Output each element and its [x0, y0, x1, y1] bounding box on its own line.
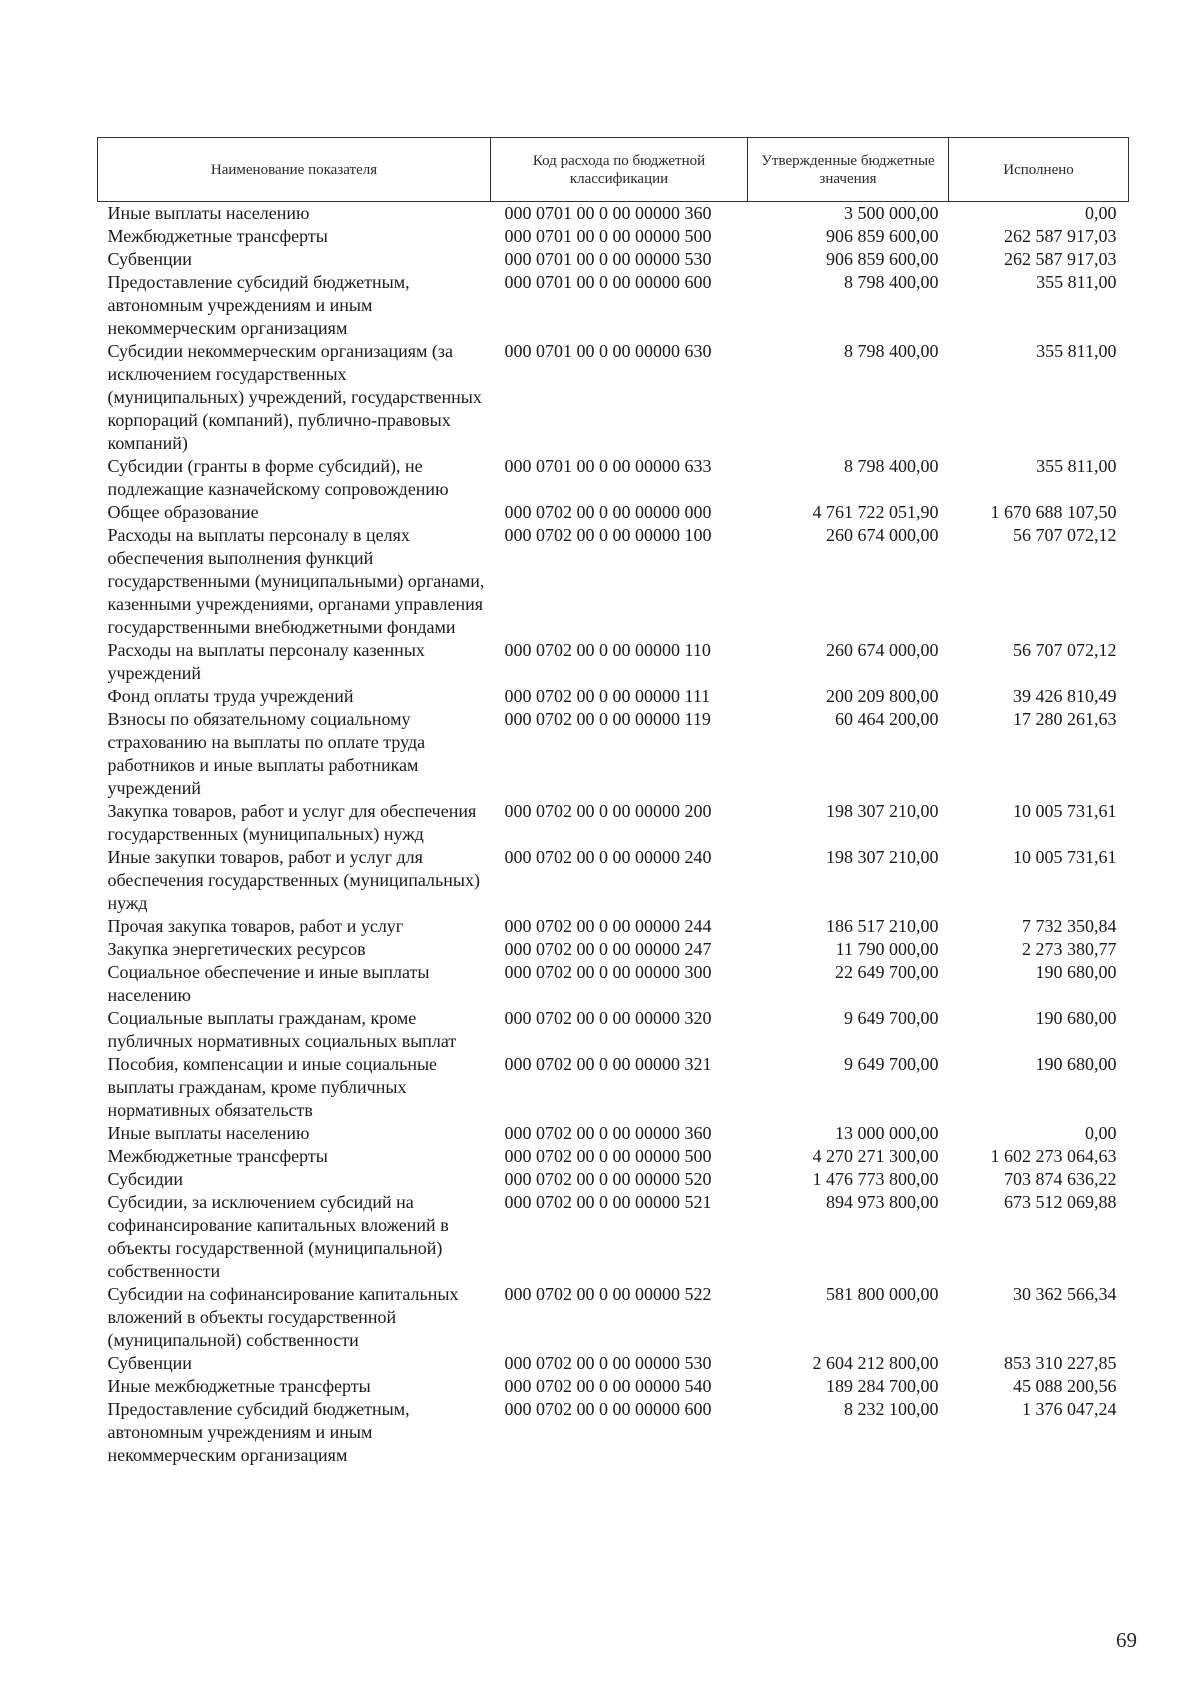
table-row — [98, 1352, 1129, 1375]
row-approved: 9 649 700,00 — [844, 1008, 939, 1028]
row-executed: 355 811,00 — [1036, 272, 1117, 292]
table-row — [98, 1053, 1129, 1122]
row-code: 000 0702 00 0 00 00000 360 — [504, 1123, 712, 1143]
page-number: 69 — [1116, 1628, 1137, 1652]
row-name: Субсидии — [107, 1169, 184, 1189]
budget-execution-table — [97, 137, 1129, 1467]
row-code: 000 0702 00 0 00 00000 521 — [504, 1192, 712, 1212]
row-name: Субсидии некоммерческим организациям (за исключением государственных (муниципальных) учреждений, государственных корпораций (компаний), публично-правовых компаний) — [107, 341, 482, 453]
table-body — [98, 202, 1129, 1468]
row-approved: 198 307 210,00 — [826, 801, 939, 821]
row-name: Межбюджетные трансферты — [107, 1146, 328, 1166]
row-code: 000 0702 00 0 00 00000 100 — [504, 525, 712, 545]
row-executed: 190 680,00 — [1035, 962, 1117, 982]
row-name: Социальное обеспечение и иные выплаты населению — [107, 962, 430, 1005]
row-name: Иные выплаты населению — [107, 203, 310, 223]
row-executed: 1 376 047,24 — [1022, 1399, 1117, 1419]
row-approved: 4 761 722 051,90 — [812, 502, 939, 522]
row-executed: 45 088 200,56 — [1013, 1376, 1117, 1396]
row-name: Взносы по обязательному социальному страхованию на выплаты по оплате труда работников и иные выплаты работникам учреждений — [107, 709, 426, 798]
row-approved: 581 800 000,00 — [826, 1284, 939, 1304]
row-name: Предоставление субсидий бюджетным, автономным учреждениям и иным некоммерческим организациям — [107, 272, 410, 338]
row-approved: 11 790 000,00 — [835, 939, 939, 959]
table-row — [98, 800, 1129, 846]
row-code: 000 0702 00 0 00 00000 119 — [504, 709, 711, 729]
table-row — [98, 685, 1129, 708]
row-code: 000 0702 00 0 00 00000 300 — [504, 962, 712, 982]
row-code: 000 0701 00 0 00 00000 500 — [504, 226, 712, 246]
row-code: 000 0701 00 0 00 00000 633 — [504, 456, 712, 476]
row-executed: 190 680,00 — [1035, 1008, 1117, 1028]
row-name: Фонд оплаты труда учреждений — [107, 686, 354, 706]
row-code: 000 0702 00 0 00 00000 540 — [504, 1376, 712, 1396]
row-executed: 39 426 810,49 — [1013, 686, 1117, 706]
row-executed: 262 587 917,03 — [1004, 249, 1117, 269]
row-name: Закупка энергетических ресурсов — [107, 939, 366, 959]
table-row — [98, 915, 1129, 938]
row-executed: 355 811,00 — [1036, 456, 1117, 476]
row-code: 000 0702 00 0 00 00000 110 — [504, 640, 711, 660]
row-approved: 2 604 212 800,00 — [812, 1353, 939, 1373]
row-name: Прочая закупка товаров, работ и услуг — [107, 916, 404, 936]
row-code: 000 0702 00 0 00 00000 600 — [504, 1399, 712, 1419]
row-executed: 10 005 731,61 — [1013, 847, 1117, 867]
row-approved: 200 209 800,00 — [826, 686, 939, 706]
row-executed: 262 587 917,03 — [1004, 226, 1117, 246]
table-row — [98, 1168, 1129, 1191]
table-row — [98, 1007, 1129, 1053]
row-approved: 260 674 000,00 — [826, 525, 939, 545]
row-name: Социальные выплаты гражданам, кроме публичных нормативных социальных выплат — [107, 1008, 457, 1051]
row-code: 000 0702 00 0 00 00000 520 — [504, 1169, 712, 1189]
row-name: Субвенции — [107, 249, 192, 269]
row-code: 000 0702 00 0 00 00000 522 — [504, 1284, 712, 1304]
table-row — [98, 225, 1129, 248]
row-code: 000 0701 00 0 00 00000 360 — [504, 203, 712, 223]
row-approved: 22 649 700,00 — [835, 962, 939, 982]
table-row — [98, 1283, 1129, 1352]
row-code: 000 0702 00 0 00 00000 321 — [504, 1054, 712, 1074]
row-approved: 186 517 210,00 — [826, 916, 939, 936]
row-executed: 30 362 566,34 — [1013, 1284, 1117, 1304]
row-executed: 0,00 — [1085, 1123, 1117, 1143]
header-code: Код расхода по бюджетной классификации — [491, 138, 748, 202]
table-row — [98, 501, 1129, 524]
row-code: 000 0702 00 0 00 00000 247 — [504, 939, 712, 959]
row-name: Закупка товаров, работ и услуг для обеспечения государственных (муниципальных) нужд — [107, 801, 477, 844]
row-executed: 0,00 — [1085, 203, 1117, 223]
row-approved: 8 798 400,00 — [844, 456, 939, 476]
row-approved: 8 232 100,00 — [844, 1399, 939, 1419]
row-name: Расходы на выплаты персоналу в целях обеспечения выполнения функций государственными (муниципальными) органами, казенными учреждениями, органами управления государственными внебюджетными фондами — [107, 525, 485, 637]
row-code: 000 0702 00 0 00 00000 240 — [504, 847, 712, 867]
row-name: Субсидии (гранты в форме субсидий), не подлежащие казначейскому сопровождению — [107, 456, 449, 499]
table-row — [98, 639, 1129, 685]
row-approved: 3 500 000,00 — [844, 203, 939, 223]
table-row — [98, 1375, 1129, 1398]
row-name: Субсидии, за исключением субсидий на софинансирование капитальных вложений в объекты государственной (муниципальной) собственности — [107, 1192, 449, 1281]
table-row — [98, 708, 1129, 800]
row-approved: 894 973 800,00 — [826, 1192, 939, 1212]
row-executed: 673 512 069,88 — [1004, 1192, 1117, 1212]
row-name: Расходы на выплаты персоналу казенных учреждений — [107, 640, 425, 683]
table-row — [98, 202, 1129, 226]
row-executed: 7 732 350,84 — [1022, 916, 1117, 936]
row-approved: 9 649 700,00 — [844, 1054, 939, 1074]
row-code: 000 0702 00 0 00 00000 111 — [504, 686, 711, 706]
row-name: Общее образование — [107, 502, 259, 522]
table-header — [98, 138, 1129, 202]
row-executed: 17 280 261,63 — [1013, 709, 1117, 729]
table-row — [98, 340, 1129, 455]
row-code: 000 0701 00 0 00 00000 600 — [504, 272, 712, 292]
row-code: 000 0702 00 0 00 00000 500 — [504, 1146, 712, 1166]
row-approved: 198 307 210,00 — [826, 847, 939, 867]
table-row — [98, 1398, 1129, 1467]
row-name: Иные закупки товаров, работ и услуг для обеспечения государственных (муниципальных) нужд — [107, 847, 480, 913]
row-executed: 56 707 072,12 — [1013, 525, 1117, 545]
table-row — [98, 961, 1129, 1007]
row-approved: 1 476 773 800,00 — [812, 1169, 939, 1189]
row-code: 000 0701 00 0 00 00000 530 — [504, 249, 712, 269]
row-approved: 260 674 000,00 — [826, 640, 939, 660]
row-code: 000 0702 00 0 00 00000 320 — [504, 1008, 712, 1028]
table-row — [98, 248, 1129, 271]
row-approved: 8 798 400,00 — [844, 272, 939, 292]
table-row — [98, 1145, 1129, 1168]
table-row — [98, 846, 1129, 915]
table-row — [98, 455, 1129, 501]
row-code: 000 0702 00 0 00 00000 530 — [504, 1353, 712, 1373]
row-approved: 906 859 600,00 — [826, 226, 939, 246]
row-name: Предоставление субсидий бюджетным, автономным учреждениям и иным некоммерческим организациям — [107, 1399, 410, 1465]
row-approved: 906 859 600,00 — [826, 249, 939, 269]
row-approved: 60 464 200,00 — [835, 709, 939, 729]
header-name: Наименование показателя — [98, 138, 491, 202]
table-row — [98, 524, 1129, 639]
row-approved: 8 798 400,00 — [844, 341, 939, 361]
row-executed: 10 005 731,61 — [1013, 801, 1117, 821]
table-row — [98, 938, 1129, 961]
row-name: Межбюджетные трансферты — [107, 226, 328, 246]
row-executed: 2 273 380,77 — [1022, 939, 1117, 959]
row-name: Субсидии на софинансирование капитальных вложений в объекты государственной (муниципальной) собственности — [107, 1284, 459, 1350]
row-executed: 56 707 072,12 — [1013, 640, 1117, 660]
row-code: 000 0702 00 0 00 00000 244 — [504, 916, 712, 936]
row-name: Субвенции — [107, 1353, 192, 1373]
row-approved: 189 284 700,00 — [826, 1376, 939, 1396]
row-executed: 703 874 636,22 — [1004, 1169, 1117, 1189]
row-executed: 355 811,00 — [1036, 341, 1117, 361]
row-code: 000 0702 00 0 00 00000 000 — [504, 502, 712, 522]
header-executed: Исполнено — [949, 138, 1129, 202]
row-approved: 13 000 000,00 — [835, 1123, 939, 1143]
header-approved: Утвержденные бюджетные значения — [748, 138, 949, 202]
table-row — [98, 1191, 1129, 1283]
row-name: Иные межбюджетные трансферты — [107, 1376, 371, 1396]
row-name: Иные выплаты населению — [107, 1123, 310, 1143]
table-row — [98, 271, 1129, 340]
row-executed: 190 680,00 — [1035, 1054, 1117, 1074]
row-executed: 1 670 688 107,50 — [990, 502, 1117, 522]
row-code: 000 0702 00 0 00 00000 200 — [504, 801, 712, 821]
row-approved: 4 270 271 300,00 — [812, 1146, 939, 1166]
row-executed: 1 602 273 064,63 — [990, 1146, 1117, 1166]
row-code: 000 0701 00 0 00 00000 630 — [504, 341, 712, 361]
table-row — [98, 1122, 1129, 1145]
row-executed: 853 310 227,85 — [1004, 1353, 1117, 1373]
row-name: Пособия, компенсации и иные социальные выплаты гражданам, кроме публичных нормативных обязательств — [107, 1054, 438, 1120]
